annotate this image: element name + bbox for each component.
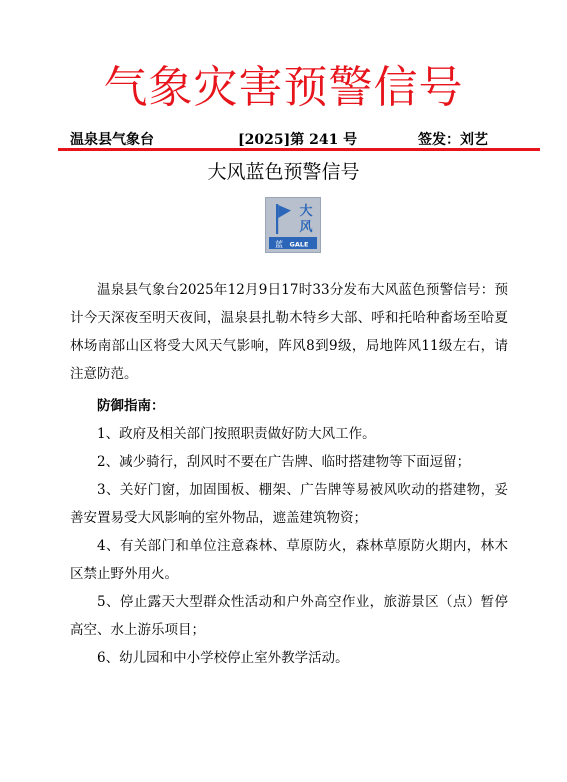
warning-title: 大风蓝色预警信号 [207,161,360,183]
icon-level-char: 蓝 [275,240,283,249]
icon-char-bottom: 风 [299,220,313,235]
icon-english: GALE [289,240,309,249]
warning-paragraph: 温泉县气象台2025年12月9日17时33分发布大风蓝色预警信号：预计今天深夜至明天夜间，温泉县扎勒木特乡大部、呼和托哈种畜场至哈夏林场南部山区将受大风天气影响，阵风8到9级，局地阵风11级左右，请注意防范。 [70,282,508,382]
defense-guide-title: 防御指南： [97,398,165,414]
masthead-title: 气象灾害预警信号 [103,62,464,113]
icon-char-top: 大 [299,204,313,219]
gale-blue-signal-icon [265,197,321,253]
document-meta-row [70,131,490,149]
document-number: [2025]第 241 号 [238,132,358,148]
guide-item-5: 5、停止露天大型群众性活动和户外高空作业，旅游景区（点）暂停高空、水上游乐项目； [70,594,508,638]
guide-item-3: 3、关好门窗，加固围板、棚架、广告牌等易被风吹动的搭建物，妥善安置易受大风影响的室外物品，遮盖建筑物资； [70,482,508,526]
signer: 签发：刘艺 [418,132,488,148]
guide-item-6: 6、幼儿园和中小学校停止室外教学活动。 [97,650,349,666]
guide-item-4: 4、有关部门和单位注意森林、草原防火，森林草原防火期内，林木区禁止野外用火。 [70,538,508,582]
red-divider [58,148,540,151]
issuer-name: 温泉县气象台 [70,132,154,148]
guide-item-2: 2、减少骑行，刮风时不要在广告牌、临时搭建物等下面逗留； [97,454,471,470]
warning-body [70,276,508,672]
guide-item-1: 1、政府及相关部门按照职责做好防大风工作。 [97,426,376,442]
